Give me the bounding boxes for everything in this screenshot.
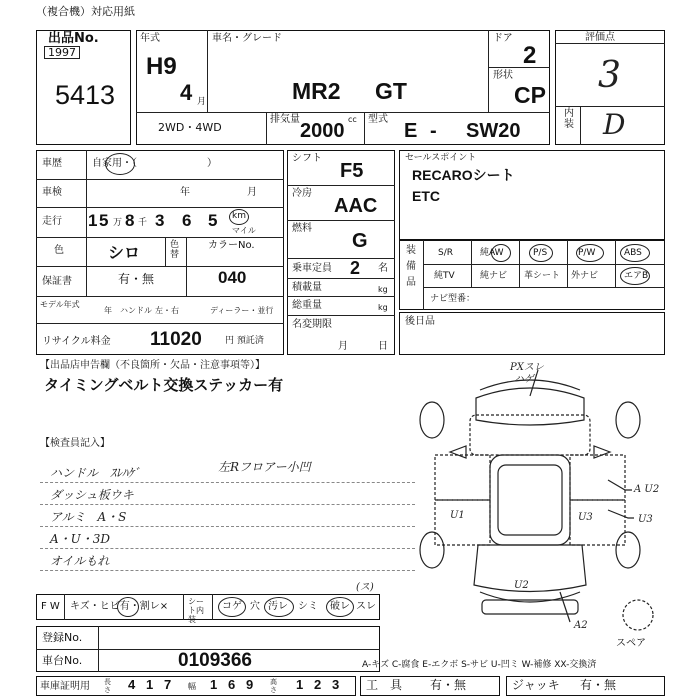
sales-point-line-2: ETC xyxy=(412,188,440,204)
lot-label: 出品No. xyxy=(48,31,99,46)
tools-label: 工 具 xyxy=(366,678,403,692)
navi-model-label: ナビ型番： xyxy=(430,294,476,304)
shift-label: シフト xyxy=(292,153,322,164)
sheet-header: （複合機）対応用紙 xyxy=(36,5,135,18)
history-box xyxy=(36,150,284,355)
inspector-note-1: ハンドル ｽﾚﾊｹﾞ xyxy=(50,466,141,480)
car-name: MR2 xyxy=(292,78,341,104)
equip-ps: P/S xyxy=(533,248,548,258)
color-label: 色 xyxy=(54,245,64,256)
length-d3: 7 xyxy=(164,677,172,692)
cond-ana: 穴 xyxy=(250,601,260,612)
ac-value: AAC xyxy=(334,195,378,217)
sales-point-line-1: RECAROシート xyxy=(412,167,515,183)
equip-navi: 純ナビ xyxy=(480,271,508,281)
diag-spare-label: スペア xyxy=(616,638,646,649)
diag-bottom: U2 xyxy=(514,580,529,591)
diag-right-1: A U2 xyxy=(634,484,660,495)
inspector-note-3: アルミ A・S xyxy=(50,510,127,524)
lot-number: 5413 xyxy=(55,80,116,110)
equip-airbag: エアB xyxy=(624,271,649,281)
mileage-d6: 5 xyxy=(208,211,218,230)
color-change-label: 色替 xyxy=(170,240,180,260)
month-unit: 月 xyxy=(197,97,207,107)
dealer-label: ディーラー・並行 xyxy=(210,306,274,315)
equip-ext-navi: 外ナビ xyxy=(571,271,599,281)
equip-tv: 純TV xyxy=(434,271,455,281)
height-d3: 3 xyxy=(332,677,340,692)
mileage-unit-km: km xyxy=(232,211,246,221)
month-value: 4 xyxy=(180,80,193,105)
displacement-label: 排気量 xyxy=(270,114,300,125)
jack-label: ジャッキ xyxy=(512,678,560,692)
meigi-month: 月 xyxy=(338,341,348,352)
car-grade: GT xyxy=(375,78,407,104)
shaken-month: 月 xyxy=(247,187,257,198)
recycle-fee: 11020 xyxy=(150,329,202,350)
mileage-d3: 8 xyxy=(125,211,135,230)
diag-top-mark: (ス) xyxy=(356,582,374,593)
inspector-note-5: オイルもれ xyxy=(50,554,110,568)
drive-type: 2WD・4WD xyxy=(158,121,222,134)
capacity-unit: 名 xyxy=(378,263,388,274)
mileage-d4: 3 xyxy=(155,211,165,230)
height-label: 高さ xyxy=(270,678,277,694)
color-value: シロ xyxy=(108,245,141,262)
diag-rear: A2 xyxy=(574,620,588,631)
color-number: 040 xyxy=(218,268,247,287)
cond-yogore: 汚レ xyxy=(268,601,288,612)
tools-value: 有・無 xyxy=(430,678,467,692)
displacement-value: 2000 xyxy=(300,120,345,142)
handle-label: ハンドル xyxy=(120,306,152,315)
jack-value: 有・無 xyxy=(580,678,617,692)
reki-label: 車歴 xyxy=(42,158,62,169)
shape-label: 形状 xyxy=(493,70,513,81)
cond-sure: スレ xyxy=(356,601,376,612)
sheet-label: シート内装 xyxy=(188,597,204,624)
diag-front-top: PXスレ xyxy=(510,362,544,373)
reki-value: 自家用・（ ） xyxy=(92,158,217,169)
model-code: SW20 xyxy=(466,120,521,142)
gross-label: 総重量 xyxy=(292,300,322,311)
handle-value: 左・右 xyxy=(155,306,179,315)
height-d1: 1 xyxy=(296,677,304,692)
cond-shimi: シミ xyxy=(298,601,318,612)
fuel-label: 燃料 xyxy=(292,223,312,234)
length-label: 長さ xyxy=(104,678,111,694)
diag-mid-right: U3 xyxy=(578,512,593,523)
width-d3: 9 xyxy=(246,677,254,692)
fw-label: F W xyxy=(41,601,60,612)
length-d1: 4 xyxy=(128,677,136,692)
load-label: 積載量 xyxy=(292,282,322,293)
frame-number: 0109366 xyxy=(178,650,252,671)
meigi-day: 日 xyxy=(378,341,388,352)
fw-value: キズ・ヒビ有・割レ× xyxy=(70,601,169,612)
model-label: 型式 xyxy=(368,114,388,125)
equip-leather: 革シート xyxy=(524,271,561,281)
width-label: 幅 xyxy=(188,682,196,691)
rating-score: 3 xyxy=(598,55,621,96)
remarks-text: タイミングベルト交換ステッカー有 xyxy=(44,377,284,394)
recycle-unit: 円 預託済 xyxy=(225,336,264,346)
inspector-label: 【検査員記入】 xyxy=(40,438,110,449)
gross-unit: kg xyxy=(378,303,388,312)
length-d2: 1 xyxy=(146,677,154,692)
rating-label: 評価点 xyxy=(585,32,615,43)
mileage-d5: 6 xyxy=(182,211,192,230)
body-shape: CP xyxy=(514,82,546,108)
model-dash: - xyxy=(430,120,437,142)
ac-label: 冷房 xyxy=(292,188,312,199)
fuel-value: G xyxy=(352,230,368,252)
year-label: 年式 xyxy=(140,33,160,44)
sales-point-label: セールスポイント xyxy=(405,153,477,163)
warranty-label: 保証書 xyxy=(42,276,72,287)
shaken-label: 車検 xyxy=(42,187,62,198)
mileage-unit-man: 万 xyxy=(113,218,123,228)
mileage-d1: 1 xyxy=(88,211,98,230)
height-d2: 2 xyxy=(314,677,322,692)
warranty-value: 有・無 xyxy=(118,272,155,286)
diag-front-top2: ハゲ xyxy=(514,374,534,385)
reg-label: 登録No. xyxy=(42,631,83,644)
displacement-unit: cc xyxy=(348,115,357,124)
cert-label: 車庫証明用 xyxy=(40,681,90,692)
damage-legend: A-キズ C-腐食 E-エクボ S-サビ U-凹ミ W-補修 XX-交換済 xyxy=(362,660,597,670)
aftermarket-box xyxy=(399,312,665,355)
shaken-year: 年 xyxy=(180,187,190,198)
meigi-label: 名変期限 xyxy=(292,319,332,330)
width-d1: 1 xyxy=(210,677,218,692)
mileage-d2: 5 xyxy=(99,211,109,230)
equipment-label: 装備品 xyxy=(406,245,416,288)
equip-abs: ABS xyxy=(624,248,642,258)
load-unit: kg xyxy=(378,285,388,294)
model-year-unit: 年 xyxy=(104,306,112,315)
color-no-label: カラーNo. xyxy=(208,240,255,251)
door-label: ドア xyxy=(493,33,513,44)
door-count: 2 xyxy=(523,42,537,69)
inspector-note-4: A・U・3D xyxy=(50,532,111,546)
frame-label: 車台No. xyxy=(42,654,83,667)
name-label: 車名・グレード xyxy=(212,33,282,44)
inspector-note-right: 左Rフロアー小凹 xyxy=(218,460,311,474)
equip-sr: S/R xyxy=(438,248,453,258)
remarks-label: 【出品店申告欄（不良箇所・欠品・注意事項等）】 xyxy=(40,360,265,371)
cond-koge: コゲ xyxy=(222,601,242,612)
mileage-label: 走行 xyxy=(42,216,62,227)
capacity-label: 乗車定員 xyxy=(292,263,332,274)
mileage-unit-mile: マイル xyxy=(232,226,256,235)
recycle-label: リサイクル料金 xyxy=(42,336,111,347)
interior-label: 内装 xyxy=(564,108,574,130)
mileage-unit-sen: 千 xyxy=(138,218,148,228)
interior-score: D xyxy=(603,108,626,141)
equip-pw: P/W xyxy=(578,248,596,258)
model-prefix: E xyxy=(404,120,418,142)
inspector-note-2: ダッシュ板ウキ xyxy=(50,488,134,502)
diag-right-2: U3 xyxy=(638,514,653,525)
cond-yabure: 破レ xyxy=(330,601,350,612)
shift-value: F5 xyxy=(340,160,364,182)
model-year-label: モデル年式 xyxy=(40,300,80,309)
aftermarket-label: 後日品 xyxy=(405,316,435,327)
car-damage-diagram xyxy=(410,360,695,650)
lot-year: 1997 xyxy=(44,46,80,59)
width-d2: 6 xyxy=(228,677,236,692)
diag-left-panel: U1 xyxy=(450,510,465,521)
capacity-value: 2 xyxy=(350,258,361,278)
year-value: H9 xyxy=(146,53,177,80)
equip-aw: 純AW xyxy=(480,248,504,258)
